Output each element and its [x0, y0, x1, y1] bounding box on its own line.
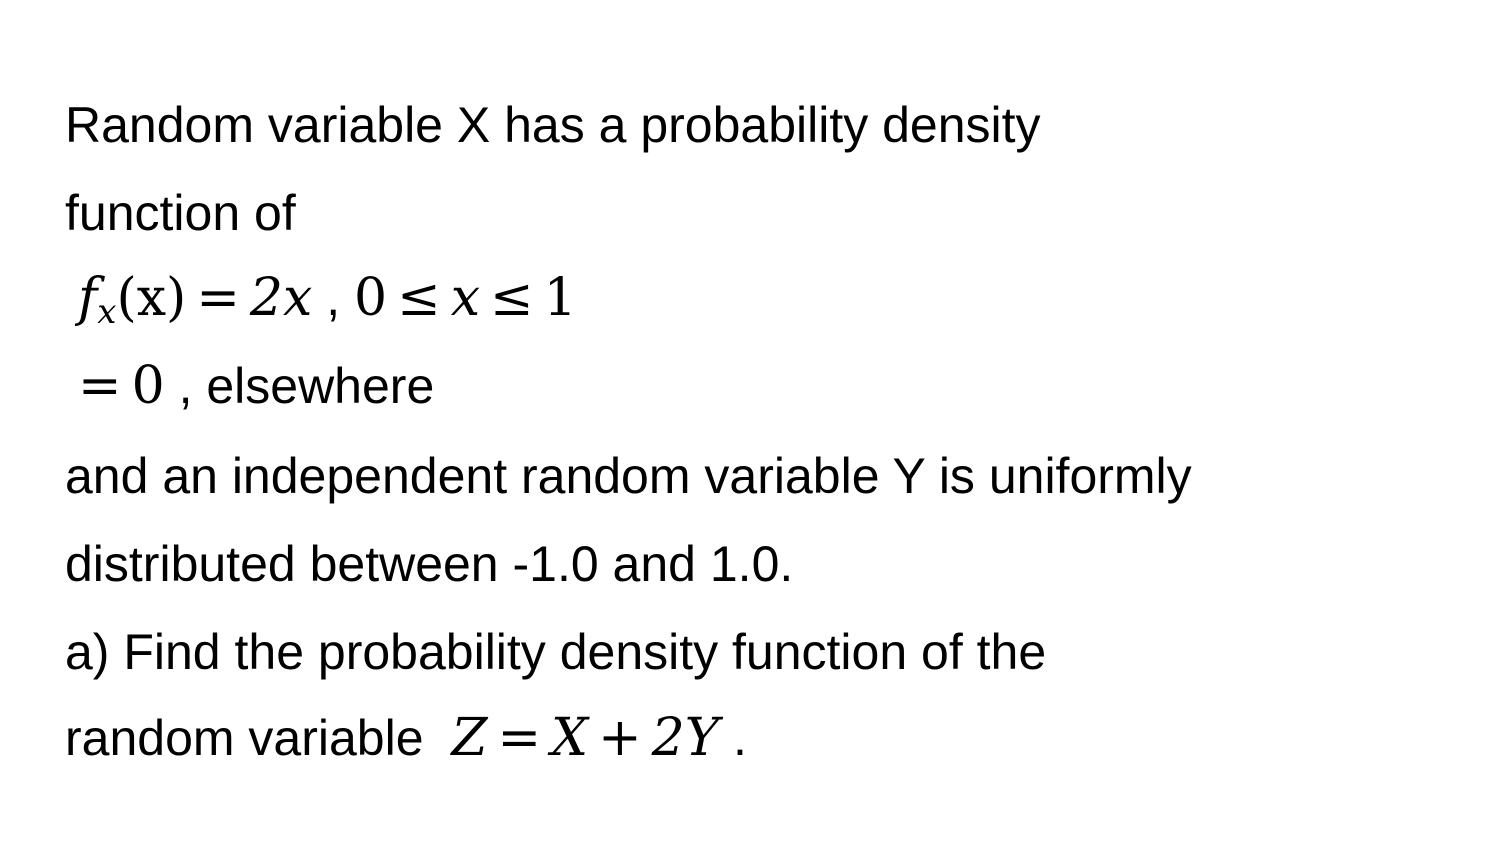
part-a-line-1: a) Find the probability density function of the: [65, 624, 1047, 680]
part-a-line-2: random variable Z = X + 2Y .: [65, 708, 747, 768]
pdf-formula: $f_x(x) = 2x$ , 0 ≤ x ≤ 1: [78, 268, 577, 332]
elsewhere-math: = 0: [78, 356, 165, 416]
pdf-math: $f_x(x) = 2x$: [78, 268, 313, 332]
intro-line-1: Random variable X has a probability density: [65, 97, 1041, 153]
pdf-domain: 0 ≤ x ≤ 1: [354, 268, 577, 328]
intro-line-2: function of: [65, 185, 296, 241]
elsewhere-line: = 0 , elsewhere: [78, 356, 435, 416]
y-line-1: and an independent random variable Y is uniformly: [65, 448, 1192, 504]
z-expression: Z = X + 2Y: [451, 708, 720, 768]
y-line-2: distributed between -1.0 and 1.0.: [65, 536, 794, 592]
